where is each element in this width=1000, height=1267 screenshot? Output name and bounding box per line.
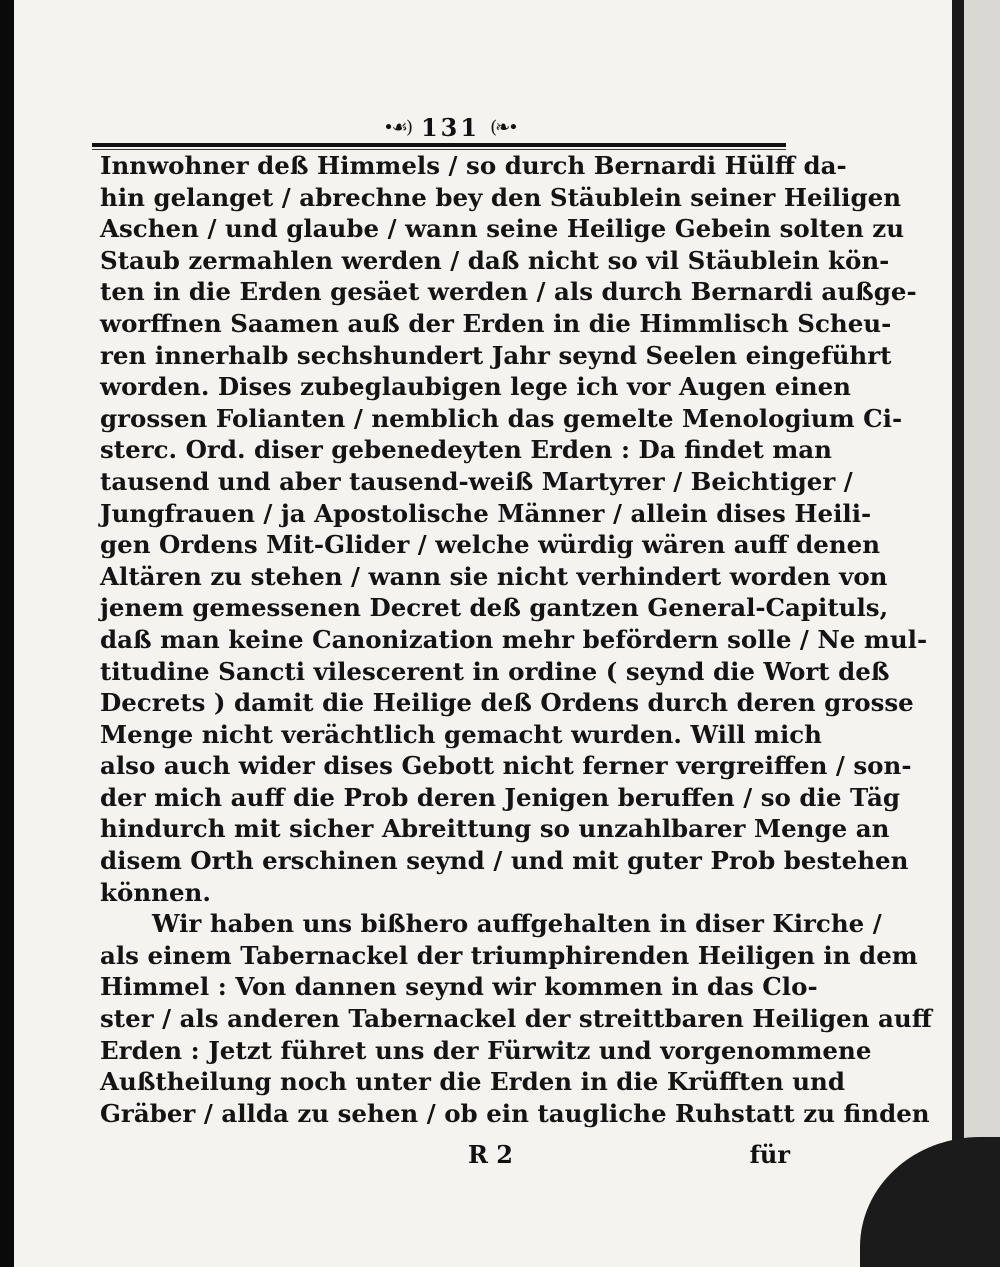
text-line: Menge nicht verächtlich gemacht wurden. Will mich [100, 719, 822, 749]
page-number: 131 [420, 112, 481, 142]
text-line: titudine Sancti vilescerent in ordine ( seynd die Wort deß [100, 656, 890, 686]
text-line: Aschen / und glaube / wann seine Heilige Gebein solten zu [100, 214, 905, 244]
text-line: Gräber / allda zu sehen / ob ein taugliche Ruhstatt zu finden [100, 1098, 930, 1128]
text-line: tausend und aber tausend-weiß Martyrer / Beichtiger / [100, 466, 853, 496]
text-line: ster / als anderen Tabernackel der streittbaren Heiligen auff [100, 1004, 932, 1034]
catchword: für [749, 1140, 790, 1169]
header-rule [92, 143, 786, 147]
scan-left-margin [0, 0, 14, 1267]
text-line: als einem Tabernackel der triumphirenden Heiligen in dem [100, 940, 918, 970]
body-text [100, 150, 932, 1129]
text-line: Erden : Jetzt führet uns der Fürwitz und vorgenommene [100, 1035, 872, 1065]
page-footer [100, 1140, 790, 1174]
text-line: jenem gemessenen Decret deß gantzen General-Capituls, [100, 593, 889, 623]
text-line: hin gelanget / abrechne bey den Stäublein seiner Heiligen [100, 182, 902, 212]
text-line: also auch wider dises Gebott nicht ferner vergreiffen / son- [100, 751, 912, 781]
text-line: sterc. Ord. diser gebenedeyten Erden : Da findet man [100, 435, 832, 465]
text-line: worden. Dises zubeglaubigen lege ich vor Augen einen [100, 372, 851, 402]
page-edge-shadow [952, 0, 964, 1267]
text-line: Wir haben uns bißhero auffgehalten in diser Kirche / [152, 909, 882, 939]
text-line: Außtheilung noch unter die Erden in die Krüfften und [100, 1067, 845, 1097]
text-line: gen Ordens Mit-Glider / welche würdig wären auff denen [100, 530, 881, 560]
text-line: Staub zermahlen werden / daß nicht so vil Stäublein kön- [100, 245, 890, 275]
text-line: der mich auff die Prob deren Jenigen beruffen / so die Täg [100, 782, 901, 812]
text-line: Altären zu stehen / wann sie nicht verhindert worden von [100, 561, 888, 591]
text-line: hindurch mit sicher Abreittung so unzahlbarer Menge an [100, 814, 890, 844]
text-line: ten in die Erden gesäet werden / als durch Bernardi außge- [100, 277, 917, 307]
text-line: Decrets ) damit die Heilige deß Ordens durch deren grosse [100, 688, 914, 718]
ornament-right-icon: (❧• [490, 116, 517, 138]
running-header [350, 112, 550, 142]
text-line: disem Orth erschinen seynd / und mit guter Prob bestehen [100, 846, 909, 876]
text-line: daß man keine Canonization mehr befördern solle / Ne mul- [100, 624, 928, 654]
scan-right-margin [964, 0, 1000, 1267]
text-line: Innwohner deß Himmels / so durch Bernardi Hülff da- [100, 151, 847, 180]
text-line: ren innerhalb sechshundert Jahr seynd Seelen eingeführt [100, 340, 892, 370]
text-line: grossen Folianten / nemblich das gemelte Menologium Ci- [100, 403, 903, 433]
signature-mark: R 2 [468, 1140, 513, 1169]
text-line: Himmel : Von dannen seynd wir kommen in das Clo- [100, 972, 818, 1002]
ornament-left-icon: •☙) [383, 116, 411, 138]
text-line: Jungfrauen / ja Apostolische Männer / allein dises Heili- [100, 498, 872, 528]
text-line: können. [100, 877, 211, 907]
text-line: worffnen Saamen auß der Erden in die Himmlisch Scheu- [100, 308, 892, 338]
